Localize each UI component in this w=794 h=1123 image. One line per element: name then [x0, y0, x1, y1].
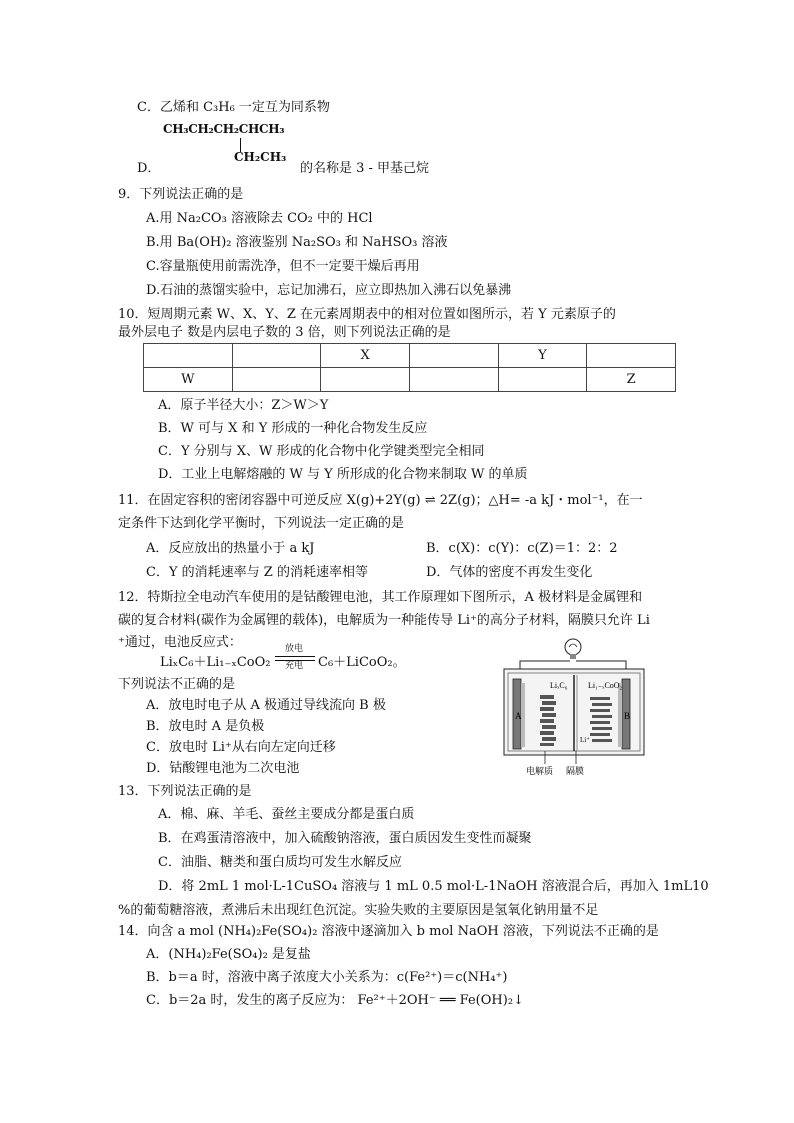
q12-reaction-right: C₆＋LiCoO₂。	[318, 655, 406, 670]
q8-option-c: C．乙烯和 C₃H₆ 一定互为同系物	[137, 100, 330, 115]
q9-stem: 9．下列说法正确的是	[118, 187, 244, 202]
q11-option-a: A．反应放出的热量小于 a kJ	[146, 541, 315, 556]
q11-option-c: C．Y 的消耗速率与 Z 的消耗速率相等	[146, 565, 368, 580]
q12-reaction-left: LiₓC₆＋Li₁₋ₓCoO₂	[160, 655, 271, 670]
q11-option-d: D．气体的密度不再发生变化	[426, 565, 593, 580]
table-row	[144, 368, 676, 392]
table-cell	[409, 344, 498, 368]
q14-option-c: C．b＝2a 时，发生的离子反应为： Fe²⁺＋2OH⁻ ══ Fe(OH)₂↓	[146, 993, 524, 1008]
table-cell	[232, 368, 321, 392]
battery-diagram	[500, 633, 650, 778]
q8-option-d-label: D．	[137, 161, 161, 176]
q11-option-b: B．c(X)：c(Y)：c(Z)＝1：2：2	[426, 541, 618, 556]
q12-option-c: C．放电时 Li⁺从右向左定向迁移	[146, 740, 336, 755]
q10-option-b: B．W 可与 X 和 Y 形成的一种化合物发生反应	[158, 421, 428, 436]
q11-stem-line1: 11．在固定容积的密闭容器中可逆反应 X(g)+2Y(g) ⇌ 2Z(g)；△H= -a kJ・mol⁻¹，在一	[118, 493, 643, 508]
table-cell: W	[144, 368, 233, 392]
table-cell	[409, 368, 498, 392]
table-cell	[321, 368, 410, 392]
q12-option-b: B．放电时 A 是负极	[146, 719, 265, 734]
table-cell	[587, 344, 676, 368]
fig-electrolyte-label: 电解质	[526, 767, 554, 777]
q14-option-b: B．b＝a 时，溶液中离子浓度大小关系为：c(Fe²⁺)＝c(NH₄⁺)	[146, 970, 508, 985]
q12-stem-line1: 12．特斯拉全电动汽车使用的是钴酸锂电池，其工作原理如下图所示，A 极材料是金属锂和	[118, 590, 643, 605]
q12-option-a: A．放电时电子从 A 极通过导线流向 B 极	[146, 698, 386, 713]
table-cell	[232, 344, 321, 368]
q10-stem-line2: 最外层电子 数是内层电子数的 3 倍，则下列说法正确的是	[118, 325, 451, 340]
q12-stem-line4: 下列说法不正确的是	[118, 677, 236, 692]
q12-stem-line2: 碳的复合材料(碳作为金属锂的载体)，电解质为一种能传导 Li⁺的高分子材料，隔膜只允许 Li	[118, 613, 650, 628]
q13-option-c: C．油脂、糖类和蛋白质均可发生水解反应	[158, 855, 402, 870]
fig-left-label: LiₓC₆	[550, 681, 568, 690]
periodic-table-fragment	[143, 343, 676, 392]
q10-option-c: C．Y 分别与 X、W 形成的化合物中化学键类型完全相同	[158, 444, 485, 459]
q8-option-d-text: 的名称是 3 - 甲基己烷	[300, 161, 430, 176]
table-cell	[498, 368, 587, 392]
table-cell: X	[321, 344, 410, 368]
q9-option-a: A.用 Na₂CO₃ 溶液除去 CO₂ 中的 HCl	[146, 211, 373, 226]
q10-option-a: A．原子半径大小：Z＞W＞Y	[158, 398, 329, 413]
q14-stem: 14．向含 a mol (NH₄)₂Fe(SO₄)₂ 溶液中逐滴加入 b mol NaOH 溶液，下列说法不正确的是	[118, 924, 659, 939]
table-row	[144, 344, 676, 368]
q13-option-a: A．棉、麻、羊毛、蚕丝主要成分都是蛋白质	[158, 807, 415, 822]
bulb-icon	[565, 639, 581, 655]
q9-option-b: B.用 Ba(OH)₂ 溶液鉴别 Na₂SO₃ 和 NaHSO₃ 溶液	[146, 235, 448, 250]
q13-option-d-line2: %的葡萄糖溶液，煮沸后未出现红色沉淀。实验失败的主要原因是氢氧化钠用量不足	[118, 903, 599, 918]
q9-option-d: D.石油的蒸馏实验中，忘记加沸石，应立即热加入沸石以免暴沸	[146, 283, 512, 298]
fig-a-label: A	[515, 711, 522, 721]
q13-option-b: B．在鸡蛋清溶液中，加入硫酸钠溶液，蛋白质因发生变性而凝聚	[158, 831, 532, 846]
q12-reaction-arrow-top	[275, 656, 315, 657]
q10-stem-line1: 10．短周期元素 W、X、Y、Z 在元素周期表中的相对位置如图所示，若 Y 元素原子的	[118, 307, 616, 322]
q11-stem-line2: 定条件下达到化学平衡时，下列说法一定正确的是	[118, 516, 405, 531]
table-cell: Y	[498, 344, 587, 368]
q8-structural-formula-branch: CH₂CH₃	[234, 150, 287, 164]
fig-b-label: B	[624, 711, 631, 721]
q12-reaction-discharge: 放电	[285, 644, 304, 654]
q12-option-d: D．钴酸锂电池为二次电池	[146, 761, 300, 776]
fig-membrane-label: 隔膜	[566, 767, 585, 777]
q12-reaction-charge: 充电	[285, 661, 304, 671]
q13-option-d-line1: D．将 2mL 1 mol·L-1CuSO₄ 溶液与 1 mL 0.5 mol·L-1NaOH 溶液混合后，再加入 1mL10	[158, 879, 709, 894]
q8-structural-formula-main: CH₃CH₂CH₂CHCH₃	[163, 122, 285, 136]
table-cell: Z	[587, 368, 676, 392]
q12-stem-line3: ⁺通过，电池反应式：	[118, 635, 242, 650]
fig-li-label: Li⁺	[580, 736, 590, 744]
q10-option-d: D．工业上电解熔融的 W 与 Y 所形成的化合物来制取 W 的单质	[158, 467, 528, 482]
q13-stem: 13．下列说法正确的是	[118, 784, 252, 799]
q14-option-a: A．(NH₄)₂Fe(SO₄)₂ 是复盐	[146, 947, 311, 962]
fig-right-label: Li₁₋ₓCoO₂	[588, 681, 623, 690]
q9-option-c: C.容量瓶使用前需洗净，但不一定要干燥后再用	[146, 259, 420, 274]
table-cell	[144, 344, 233, 368]
